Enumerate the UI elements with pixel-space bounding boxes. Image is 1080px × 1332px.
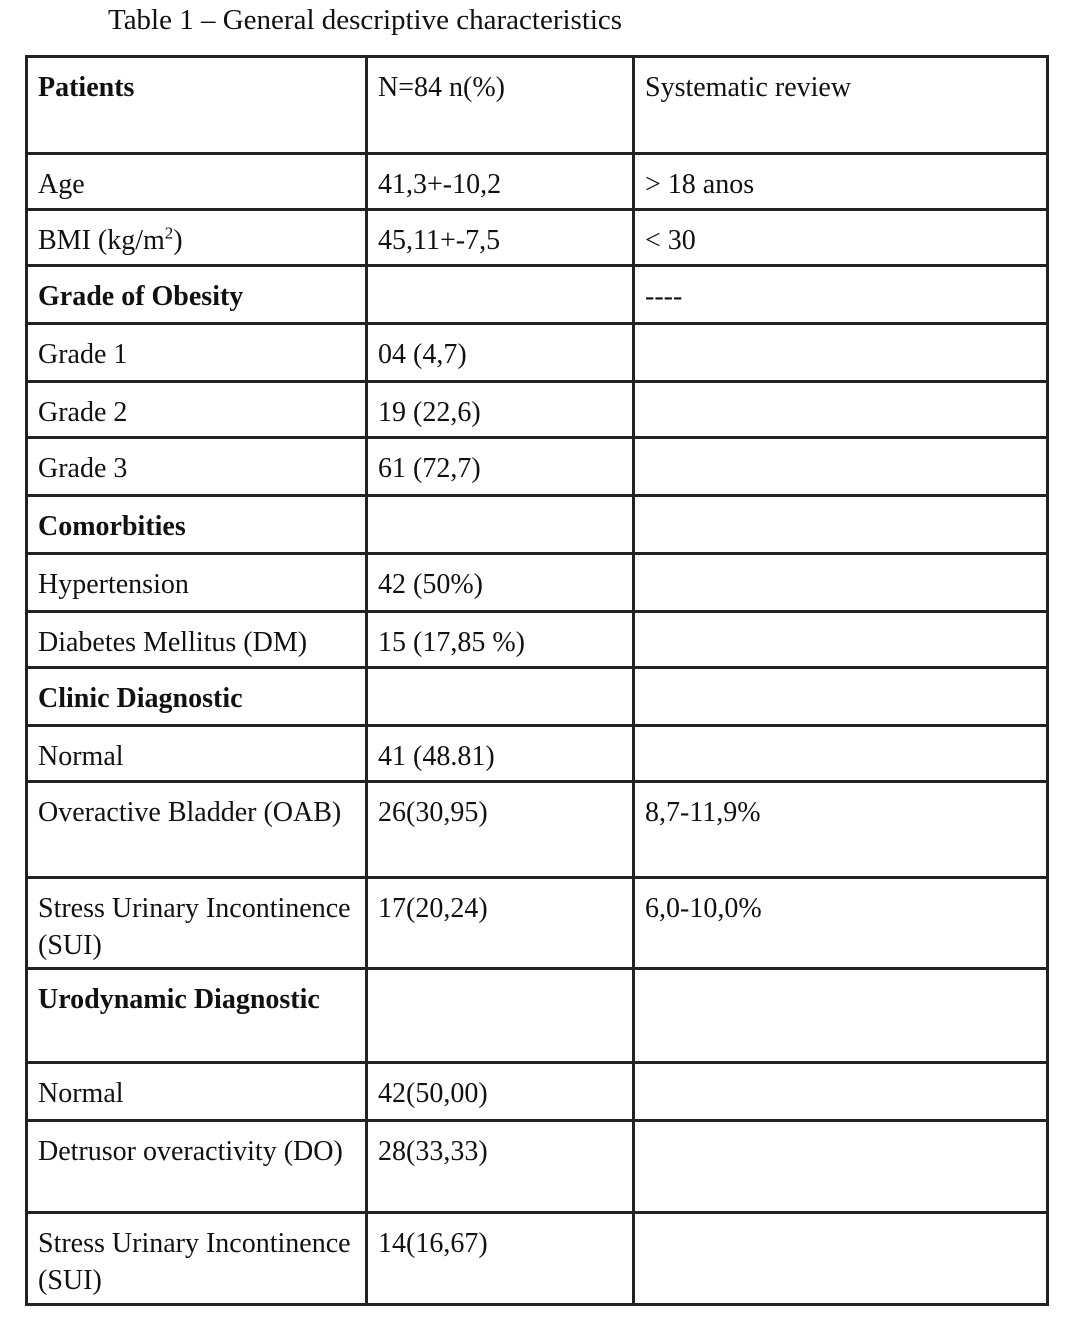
- row-review: [634, 554, 1048, 612]
- header-patients: Patients: [27, 57, 367, 154]
- row-review: [634, 612, 1048, 668]
- row-value: 41 (48.81): [367, 726, 634, 782]
- row-label: Hypertension: [27, 554, 367, 612]
- row-value: 26(30,95): [367, 782, 634, 878]
- row-review: [634, 438, 1048, 496]
- row-value: 15 (17,85 %): [367, 612, 634, 668]
- table-row: [27, 554, 1048, 612]
- table-row: [27, 1121, 1048, 1213]
- row-review: [634, 969, 1048, 1063]
- table-row: [27, 438, 1048, 496]
- table-section-row: [27, 266, 1048, 324]
- table-row: [27, 382, 1048, 438]
- bmi-label-tail: ): [173, 225, 183, 256]
- row-label: Detrusor overactivity (DO): [27, 1121, 367, 1213]
- section-label: Grade of Obesity: [27, 266, 367, 324]
- header-n: N=84 n(%): [367, 57, 634, 154]
- row-review: ----: [634, 266, 1048, 324]
- table-caption: Table 1 – General descriptive characteristics: [108, 4, 623, 36]
- row-label: Grade 1: [27, 324, 367, 382]
- table-row: [27, 210, 1048, 266]
- table-row: [27, 154, 1048, 210]
- row-value: 45,11+-7,5: [367, 210, 634, 266]
- row-value: 41,3+-10,2: [367, 154, 634, 210]
- row-value: 04 (4,7): [367, 324, 634, 382]
- row-review: [634, 1213, 1048, 1305]
- table-row: [27, 324, 1048, 382]
- descriptive-table: [25, 55, 1049, 1306]
- bmi-label-text: BMI (kg/m: [38, 225, 165, 256]
- row-label: Normal: [27, 1063, 367, 1121]
- table-section-row: [27, 496, 1048, 554]
- row-value: 17(20,24): [367, 878, 634, 969]
- row-review: [634, 726, 1048, 782]
- row-value: 14(16,67): [367, 1213, 634, 1305]
- table-section-row: [27, 668, 1048, 726]
- section-label: Clinic Diagnostic: [27, 668, 367, 726]
- table-header-row: [27, 57, 1048, 154]
- row-label: Age: [27, 154, 367, 210]
- row-label: Grade 3: [27, 438, 367, 496]
- row-review: 8,7-11,9%: [634, 782, 1048, 878]
- row-value: 42(50,00): [367, 1063, 634, 1121]
- row-review: [634, 1121, 1048, 1213]
- row-label: Stress Urinary Incontinence (SUI): [27, 878, 367, 969]
- row-label: [27, 210, 367, 266]
- row-value: 28(33,33): [367, 1121, 634, 1213]
- bmi-superscript: 2: [164, 223, 174, 243]
- row-review: < 30: [634, 210, 1048, 266]
- row-review: [634, 382, 1048, 438]
- table-row: [27, 612, 1048, 668]
- table-row: [27, 878, 1048, 969]
- header-systematic-review: Systematic review: [634, 57, 1048, 154]
- row-label: Diabetes Mellitus (DM): [27, 612, 367, 668]
- table-section-row: [27, 969, 1048, 1063]
- row-label: Stress Urinary Incontinence (SUI): [27, 1213, 367, 1305]
- table-row: [27, 726, 1048, 782]
- table-row: [27, 782, 1048, 878]
- row-label: Grade 2: [27, 382, 367, 438]
- row-review: > 18 anos: [634, 154, 1048, 210]
- row-value: 19 (22,6): [367, 382, 634, 438]
- row-value: [367, 969, 634, 1063]
- row-label: Normal: [27, 726, 367, 782]
- table-row: [27, 1213, 1048, 1305]
- row-review: 6,0-10,0%: [634, 878, 1048, 969]
- row-value: 42 (50%): [367, 554, 634, 612]
- section-label: Urodynamic Diagnostic: [27, 969, 367, 1063]
- row-value: [367, 496, 634, 554]
- row-value: [367, 668, 634, 726]
- row-review: [634, 324, 1048, 382]
- section-label: Comorbities: [27, 496, 367, 554]
- row-value: 61 (72,7): [367, 438, 634, 496]
- row-label: Overactive Bladder (OAB): [27, 782, 367, 878]
- row-review: [634, 496, 1048, 554]
- table-row: [27, 1063, 1048, 1121]
- row-value: [367, 266, 634, 324]
- row-review: [634, 1063, 1048, 1121]
- row-review: [634, 668, 1048, 726]
